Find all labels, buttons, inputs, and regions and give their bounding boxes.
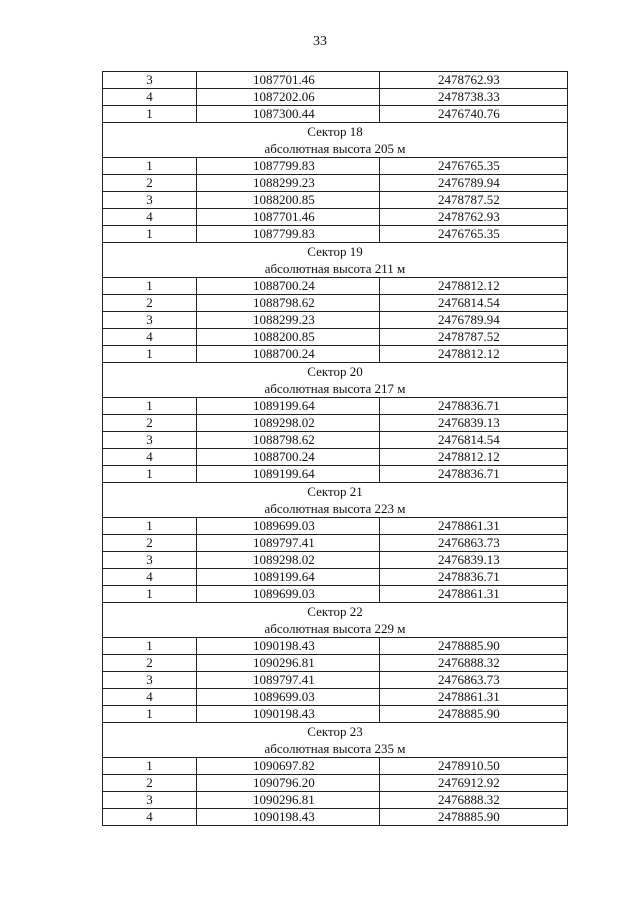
- point-number: 3: [103, 672, 197, 689]
- coordinate-row: [103, 226, 568, 243]
- y-coordinate: 2476765.35: [380, 226, 568, 243]
- sector-title: Сектор 22: [307, 604, 363, 619]
- y-coordinate: 2476863.73: [380, 535, 568, 552]
- y-coordinate: 2476789.94: [380, 175, 568, 192]
- x-coordinate: 1088798.62: [197, 295, 380, 312]
- point-number: 1: [103, 158, 197, 175]
- page-number: 33: [313, 34, 327, 49]
- sector-header: [103, 483, 568, 518]
- y-coordinate: 2476814.54: [380, 295, 568, 312]
- sector-altitude: абсолютная высота 211 м: [264, 261, 406, 276]
- y-coordinate: 2476765.35: [380, 158, 568, 175]
- x-coordinate: 1090198.43: [197, 809, 380, 826]
- sector-header: [103, 243, 568, 278]
- x-coordinate: 1090198.43: [197, 638, 380, 655]
- sector-title: Сектор 21: [307, 484, 363, 499]
- x-coordinate: 1090296.81: [197, 792, 380, 809]
- x-coordinate: 1087300.44: [197, 106, 380, 123]
- coordinate-row: [103, 792, 568, 809]
- coordinate-row: [103, 706, 568, 723]
- point-number: 2: [103, 535, 197, 552]
- sector-altitude: абсолютная высота 229 м: [264, 621, 406, 636]
- point-number: 2: [103, 295, 197, 312]
- x-coordinate: 1089699.03: [197, 586, 380, 603]
- sector-title: Сектор 19: [307, 244, 363, 259]
- x-coordinate: 1089699.03: [197, 518, 380, 535]
- x-coordinate: 1089298.02: [197, 415, 380, 432]
- x-coordinate: 1090198.43: [197, 706, 380, 723]
- sector-title: Сектор 23: [307, 724, 363, 739]
- point-number: 1: [103, 758, 197, 775]
- x-coordinate: 1089797.41: [197, 535, 380, 552]
- x-coordinate: 1088700.24: [197, 346, 380, 363]
- coordinate-row: [103, 638, 568, 655]
- y-coordinate: 2478836.71: [380, 466, 568, 483]
- point-number: 3: [103, 552, 197, 569]
- point-number: 4: [103, 449, 197, 466]
- x-coordinate: 1089199.64: [197, 398, 380, 415]
- sector-header: [103, 123, 568, 158]
- coordinate-row: [103, 569, 568, 586]
- sector-altitude: абсолютная высота 235 м: [264, 741, 406, 756]
- coordinate-row: [103, 72, 568, 89]
- point-number: 1: [103, 586, 197, 603]
- coordinate-row: [103, 209, 568, 226]
- x-coordinate: 1089199.64: [197, 569, 380, 586]
- point-number: 3: [103, 192, 197, 209]
- point-number: 4: [103, 329, 197, 346]
- sector-header: [103, 603, 568, 638]
- y-coordinate: 2478885.90: [380, 638, 568, 655]
- point-number: 1: [103, 466, 197, 483]
- y-coordinate: 2478812.12: [380, 278, 568, 295]
- y-coordinate: 2476814.54: [380, 432, 568, 449]
- point-number: 4: [103, 569, 197, 586]
- sector-header-row: [103, 123, 568, 158]
- x-coordinate: 1089298.02: [197, 552, 380, 569]
- sector-header: [103, 363, 568, 398]
- point-number: 4: [103, 89, 197, 106]
- point-number: 2: [103, 775, 197, 792]
- y-coordinate: 2478812.12: [380, 449, 568, 466]
- point-number: 3: [103, 432, 197, 449]
- y-coordinate: 2476839.13: [380, 552, 568, 569]
- y-coordinate: 2478836.71: [380, 398, 568, 415]
- sector-header-row: [103, 243, 568, 278]
- sector-header-row: [103, 483, 568, 518]
- x-coordinate: 1088299.23: [197, 175, 380, 192]
- coordinate-row: [103, 106, 568, 123]
- y-coordinate: 2478787.52: [380, 192, 568, 209]
- point-number: 1: [103, 398, 197, 415]
- coordinate-row: [103, 175, 568, 192]
- x-coordinate: 1089199.64: [197, 466, 380, 483]
- sector-altitude: абсолютная высота 205 м: [264, 141, 406, 156]
- coordinate-row: [103, 415, 568, 432]
- point-number: 3: [103, 312, 197, 329]
- x-coordinate: 1090796.20: [197, 775, 380, 792]
- coordinates-table-body: [103, 72, 568, 826]
- coordinates-table: [102, 71, 568, 826]
- y-coordinate: 2476888.32: [380, 792, 568, 809]
- y-coordinate: 2476863.73: [380, 672, 568, 689]
- y-coordinate: 2476839.13: [380, 415, 568, 432]
- y-coordinate: 2478762.93: [380, 209, 568, 226]
- y-coordinate: 2476740.76: [380, 106, 568, 123]
- point-number: 1: [103, 278, 197, 295]
- coordinate-row: [103, 449, 568, 466]
- x-coordinate: 1089797.41: [197, 672, 380, 689]
- x-coordinate: 1087799.83: [197, 158, 380, 175]
- point-number: 2: [103, 175, 197, 192]
- y-coordinate: 2478812.12: [380, 346, 568, 363]
- y-coordinate: 2476789.94: [380, 312, 568, 329]
- sector-title: Сектор 20: [307, 364, 363, 379]
- point-number: 4: [103, 689, 197, 706]
- x-coordinate: 1087701.46: [197, 209, 380, 226]
- y-coordinate: 2478836.71: [380, 569, 568, 586]
- y-coordinate: 2478787.52: [380, 329, 568, 346]
- coordinate-row: [103, 466, 568, 483]
- x-coordinate: 1090296.81: [197, 655, 380, 672]
- point-number: 4: [103, 209, 197, 226]
- sector-header-row: [103, 603, 568, 638]
- point-number: 3: [103, 792, 197, 809]
- point-number: 2: [103, 655, 197, 672]
- x-coordinate: 1088299.23: [197, 312, 380, 329]
- coordinate-row: [103, 552, 568, 569]
- x-coordinate: 1088700.24: [197, 449, 380, 466]
- point-number: 1: [103, 518, 197, 535]
- y-coordinate: 2478910.50: [380, 758, 568, 775]
- coordinate-row: [103, 758, 568, 775]
- point-number: 1: [103, 106, 197, 123]
- sector-altitude: абсолютная высота 217 м: [264, 381, 406, 396]
- coordinate-row: [103, 346, 568, 363]
- x-coordinate: 1088798.62: [197, 432, 380, 449]
- coordinate-row: [103, 89, 568, 106]
- coordinate-row: [103, 535, 568, 552]
- sector-header-row: [103, 723, 568, 758]
- coordinate-row: [103, 672, 568, 689]
- y-coordinate: 2478861.31: [380, 689, 568, 706]
- coordinate-row: [103, 295, 568, 312]
- sector-altitude: абсолютная высота 223 м: [264, 501, 406, 516]
- x-coordinate: 1087701.46: [197, 72, 380, 89]
- coordinate-row: [103, 278, 568, 295]
- coordinate-row: [103, 689, 568, 706]
- x-coordinate: 1087202.06: [197, 89, 380, 106]
- coordinate-row: [103, 775, 568, 792]
- y-coordinate: 2478885.90: [380, 809, 568, 826]
- coordinate-row: [103, 158, 568, 175]
- point-number: 1: [103, 346, 197, 363]
- coordinate-row: [103, 809, 568, 826]
- point-number: 1: [103, 226, 197, 243]
- y-coordinate: 2478738.33: [380, 89, 568, 106]
- x-coordinate: 1087799.83: [197, 226, 380, 243]
- sector-header: [103, 723, 568, 758]
- coordinate-row: [103, 655, 568, 672]
- y-coordinate: 2476888.32: [380, 655, 568, 672]
- y-coordinate: 2478885.90: [380, 706, 568, 723]
- point-number: 1: [103, 706, 197, 723]
- point-number: 2: [103, 415, 197, 432]
- coordinate-row: [103, 586, 568, 603]
- y-coordinate: 2478861.31: [380, 586, 568, 603]
- coordinate-row: [103, 398, 568, 415]
- coordinate-row: [103, 518, 568, 535]
- coordinate-row: [103, 192, 568, 209]
- coordinate-row: [103, 432, 568, 449]
- x-coordinate: 1088700.24: [197, 278, 380, 295]
- coordinate-row: [103, 329, 568, 346]
- x-coordinate: 1090697.82: [197, 758, 380, 775]
- point-number: 3: [103, 72, 197, 89]
- sector-header-row: [103, 363, 568, 398]
- x-coordinate: 1089699.03: [197, 689, 380, 706]
- point-number: 1: [103, 638, 197, 655]
- x-coordinate: 1088200.85: [197, 329, 380, 346]
- coordinate-row: [103, 312, 568, 329]
- y-coordinate: 2476912.92: [380, 775, 568, 792]
- x-coordinate: 1088200.85: [197, 192, 380, 209]
- y-coordinate: 2478762.93: [380, 72, 568, 89]
- y-coordinate: 2478861.31: [380, 518, 568, 535]
- sector-title: Сектор 18: [307, 124, 363, 139]
- point-number: 4: [103, 809, 197, 826]
